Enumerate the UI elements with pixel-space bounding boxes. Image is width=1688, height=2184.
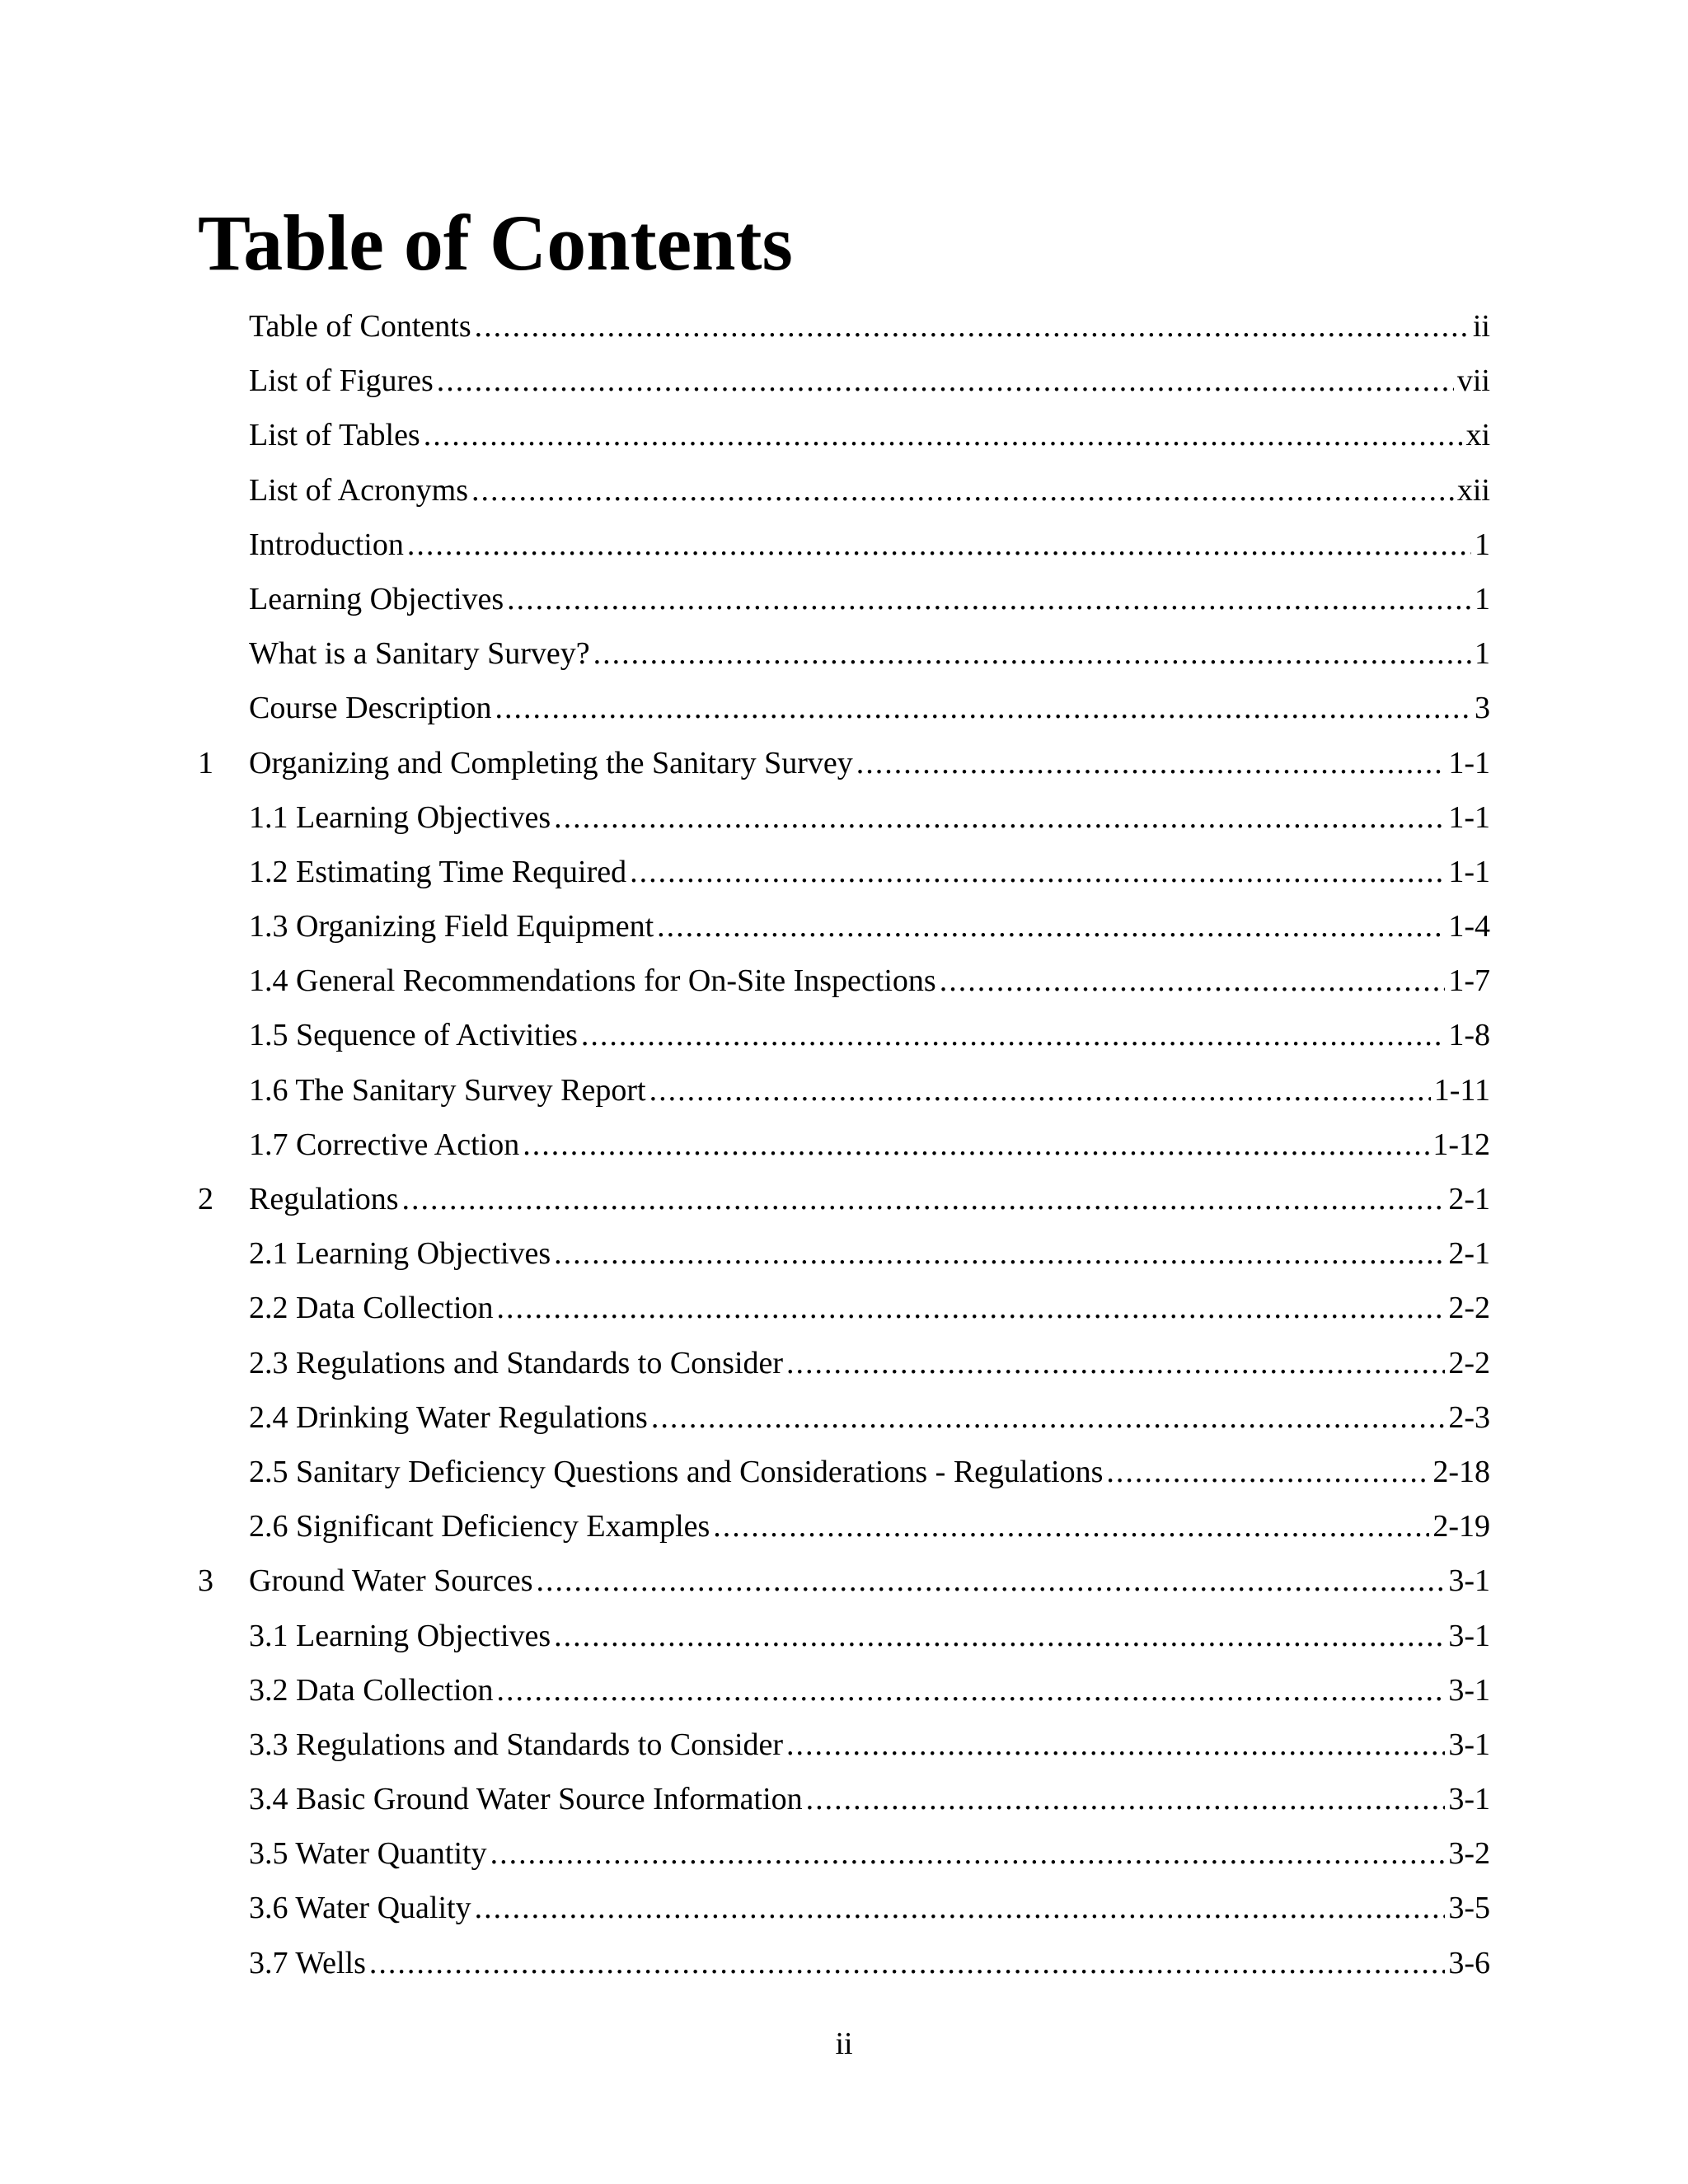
toc-entry-page: 3-6	[1448, 1945, 1490, 1980]
toc-entry-title: 1.3 Organizing Field Equipment	[249, 909, 654, 944]
toc-dot-leader	[402, 1179, 1446, 1219]
toc-dot-leader	[630, 852, 1445, 892]
toc-entry[interactable]	[198, 961, 1490, 1015]
toc-dot-leader	[407, 525, 1471, 565]
toc-entry-title: 3.6 Water Quality	[249, 1891, 471, 1926]
toc-entry-page: 3-1	[1448, 1618, 1490, 1653]
toc-entry[interactable]	[198, 1398, 1490, 1452]
toc-dot-leader	[475, 1888, 1446, 1928]
toc-entry[interactable]	[198, 1725, 1490, 1779]
toc-entry[interactable]	[198, 307, 1490, 361]
toc-dot-leader	[940, 961, 1446, 1001]
toc-entry-page: 1-8	[1448, 1018, 1490, 1053]
toc-entry[interactable]	[198, 1179, 1490, 1234]
toc-dot-leader	[856, 743, 1446, 783]
toc-entry-title: Organizing and Completing the Sanitary Survey	[249, 745, 853, 780]
toc-entry-number: 2	[198, 1182, 213, 1216]
toc-entry-page: 2-3	[1448, 1399, 1490, 1435]
toc-dot-leader	[437, 361, 1454, 401]
toc-dot-leader	[657, 907, 1445, 946]
toc-entry-page: 2-18	[1432, 1454, 1490, 1489]
toc-dot-leader	[475, 307, 1470, 346]
toc-entry-page: 1	[1475, 581, 1490, 616]
toc-entry-title: What is a Sanitary Survey?	[249, 636, 590, 672]
toc-entry-page: 1-1	[1448, 799, 1490, 835]
toc-entry-title: List of Tables	[249, 418, 420, 453]
toc-entry[interactable]	[198, 743, 1490, 798]
toc-entry-title: List of Acronyms	[249, 472, 468, 508]
toc-entry-title: Table of Contents	[249, 309, 471, 344]
toc-entry[interactable]	[198, 1779, 1490, 1834]
toc-dot-leader	[490, 1834, 1446, 1873]
toc-dot-leader	[786, 1725, 1445, 1765]
toc-entry-page: vii	[1456, 363, 1490, 399]
toc-entry-title: 3.2 Data Collection	[249, 1672, 494, 1708]
toc-entry-title: 1.4 General Recommendations for On-Site Inspections	[249, 963, 936, 999]
toc-dot-leader	[649, 1071, 1431, 1110]
toc-entry[interactable]	[198, 907, 1490, 961]
toc-entry[interactable]	[198, 1616, 1490, 1671]
toc-entry-page: 3-1	[1448, 1782, 1490, 1817]
toc-dot-leader	[507, 579, 1471, 619]
toc-dot-leader	[554, 1616, 1445, 1656]
toc-entry-title: Course Description	[249, 691, 492, 726]
toc-entry-page: 1-1	[1448, 854, 1490, 889]
toc-entry-title: 2.1 Learning Objectives	[249, 1236, 551, 1272]
toc-entry-title: Regulations	[249, 1182, 399, 1216]
toc-entry[interactable]	[198, 852, 1490, 907]
toc-entry-page: 3-1	[1448, 1727, 1490, 1762]
toc-dot-leader	[554, 1234, 1445, 1273]
toc-entry[interactable]	[198, 1507, 1490, 1561]
toc-entry-page: 1-12	[1432, 1127, 1490, 1162]
toc-dot-leader	[497, 1288, 1446, 1328]
toc-entry-title: 3.7 Wells	[249, 1945, 366, 1980]
toc-entry-page: 3	[1475, 691, 1490, 726]
toc-entry-page: 1	[1475, 527, 1490, 562]
toc-dot-leader	[806, 1779, 1446, 1819]
toc-list	[198, 307, 1490, 1998]
toc-entry-page: 2-19	[1432, 1509, 1490, 1544]
toc-entry[interactable]	[198, 1834, 1490, 1888]
toc-entry-page: 1	[1475, 636, 1490, 672]
toc-entry-title: List of Figures	[249, 363, 434, 399]
toc-entry[interactable]	[198, 1125, 1490, 1179]
toc-entry-title: 2.4 Drinking Water Regulations	[249, 1399, 648, 1435]
toc-entry-title: 3.5 Water Quantity	[249, 1836, 487, 1872]
toc-entry[interactable]	[198, 525, 1490, 579]
toc-entry[interactable]	[198, 1234, 1490, 1288]
toc-entry-title: 3.3 Regulations and Standards to Consider	[249, 1727, 784, 1762]
toc-entry[interactable]	[198, 1015, 1490, 1070]
toc-dot-leader	[424, 415, 1463, 455]
toc-dot-leader	[651, 1398, 1446, 1437]
toc-entry[interactable]	[198, 471, 1490, 525]
toc-entry-page: xii	[1456, 472, 1490, 508]
toc-entry[interactable]	[198, 579, 1490, 634]
toc-entry-title: 3.1 Learning Objectives	[249, 1618, 551, 1653]
toc-dot-leader	[497, 1671, 1446, 1710]
toc-entry-title: 1.7 Corrective Action	[249, 1127, 520, 1162]
toc-entry-page: ii	[1472, 309, 1490, 344]
toc-entry-page: 1-11	[1433, 1072, 1490, 1108]
toc-entry[interactable]	[198, 1343, 1490, 1398]
toc-dot-leader	[593, 634, 1471, 673]
toc-entry-page: 3-2	[1448, 1836, 1490, 1872]
toc-entry-title: 1.5 Sequence of Activities	[249, 1018, 578, 1053]
toc-entry-title: 2.3 Regulations and Standards to Consider	[249, 1345, 784, 1380]
toc-dot-leader	[523, 1125, 1429, 1165]
toc-dot-leader	[369, 1943, 1445, 1983]
toc-entry[interactable]	[198, 1561, 1490, 1615]
toc-entry-title: Ground Water Sources	[249, 1563, 533, 1599]
toc-entry[interactable]	[198, 415, 1490, 470]
page-title: Table of Contents	[198, 199, 793, 287]
toc-entry-title: 2.6 Significant Deficiency Examples	[249, 1509, 710, 1544]
toc-entry[interactable]	[198, 798, 1490, 852]
toc-dot-leader	[554, 798, 1445, 837]
toc-dot-leader	[786, 1343, 1445, 1383]
toc-entry[interactable]	[198, 1071, 1490, 1125]
toc-entry[interactable]	[198, 1288, 1490, 1343]
toc-entry-page: 3-1	[1448, 1672, 1490, 1708]
toc-entry-page: xi	[1465, 418, 1490, 453]
toc-dot-leader	[581, 1015, 1445, 1055]
toc-entry-title: Learning Objectives	[249, 581, 504, 616]
toc-entry-page: 1-1	[1448, 745, 1490, 780]
toc-dot-leader	[1106, 1452, 1429, 1492]
toc-dot-leader	[471, 471, 1454, 510]
toc-entry-title: 1.1 Learning Objectives	[249, 799, 551, 835]
toc-entry-page: 1-7	[1448, 963, 1490, 999]
toc-entry-title: 3.4 Basic Ground Water Source Information	[249, 1782, 803, 1817]
toc-entry[interactable]	[198, 361, 1490, 415]
toc-entry[interactable]	[198, 1452, 1490, 1507]
toc-dot-leader	[537, 1561, 1446, 1601]
page-number: ii	[835, 2027, 853, 2061]
toc-entry-page: 3-5	[1448, 1891, 1490, 1926]
toc-entry-page: 3-1	[1448, 1563, 1490, 1599]
toc-entry[interactable]	[198, 1671, 1490, 1725]
toc-dot-leader	[713, 1507, 1429, 1546]
toc-entry-page: 2-1	[1448, 1182, 1490, 1216]
toc-entry[interactable]	[198, 634, 1490, 688]
toc-entry-page: 2-2	[1448, 1345, 1490, 1380]
toc-entry-title: 1.2 Estimating Time Required	[249, 854, 627, 889]
toc-entry-page: 1-4	[1448, 909, 1490, 944]
toc-entry-page: 2-1	[1448, 1236, 1490, 1272]
toc-entry[interactable]	[198, 1943, 1490, 1998]
toc-entry[interactable]	[198, 688, 1490, 743]
toc-dot-leader	[495, 688, 1471, 728]
toc-entry-title: 2.5 Sanitary Deficiency Questions and Considerations - Regulations	[249, 1454, 1104, 1489]
toc-entry[interactable]	[198, 1888, 1490, 1943]
toc-entry-page: 2-2	[1448, 1291, 1490, 1326]
toc-entry-number: 3	[198, 1563, 213, 1599]
toc-entry-title: Introduction	[249, 527, 404, 562]
toc-entry-number: 1	[198, 745, 213, 780]
toc-entry-title: 2.2 Data Collection	[249, 1291, 494, 1326]
toc-entry-title: 1.6 The Sanitary Survey Report	[249, 1072, 646, 1108]
